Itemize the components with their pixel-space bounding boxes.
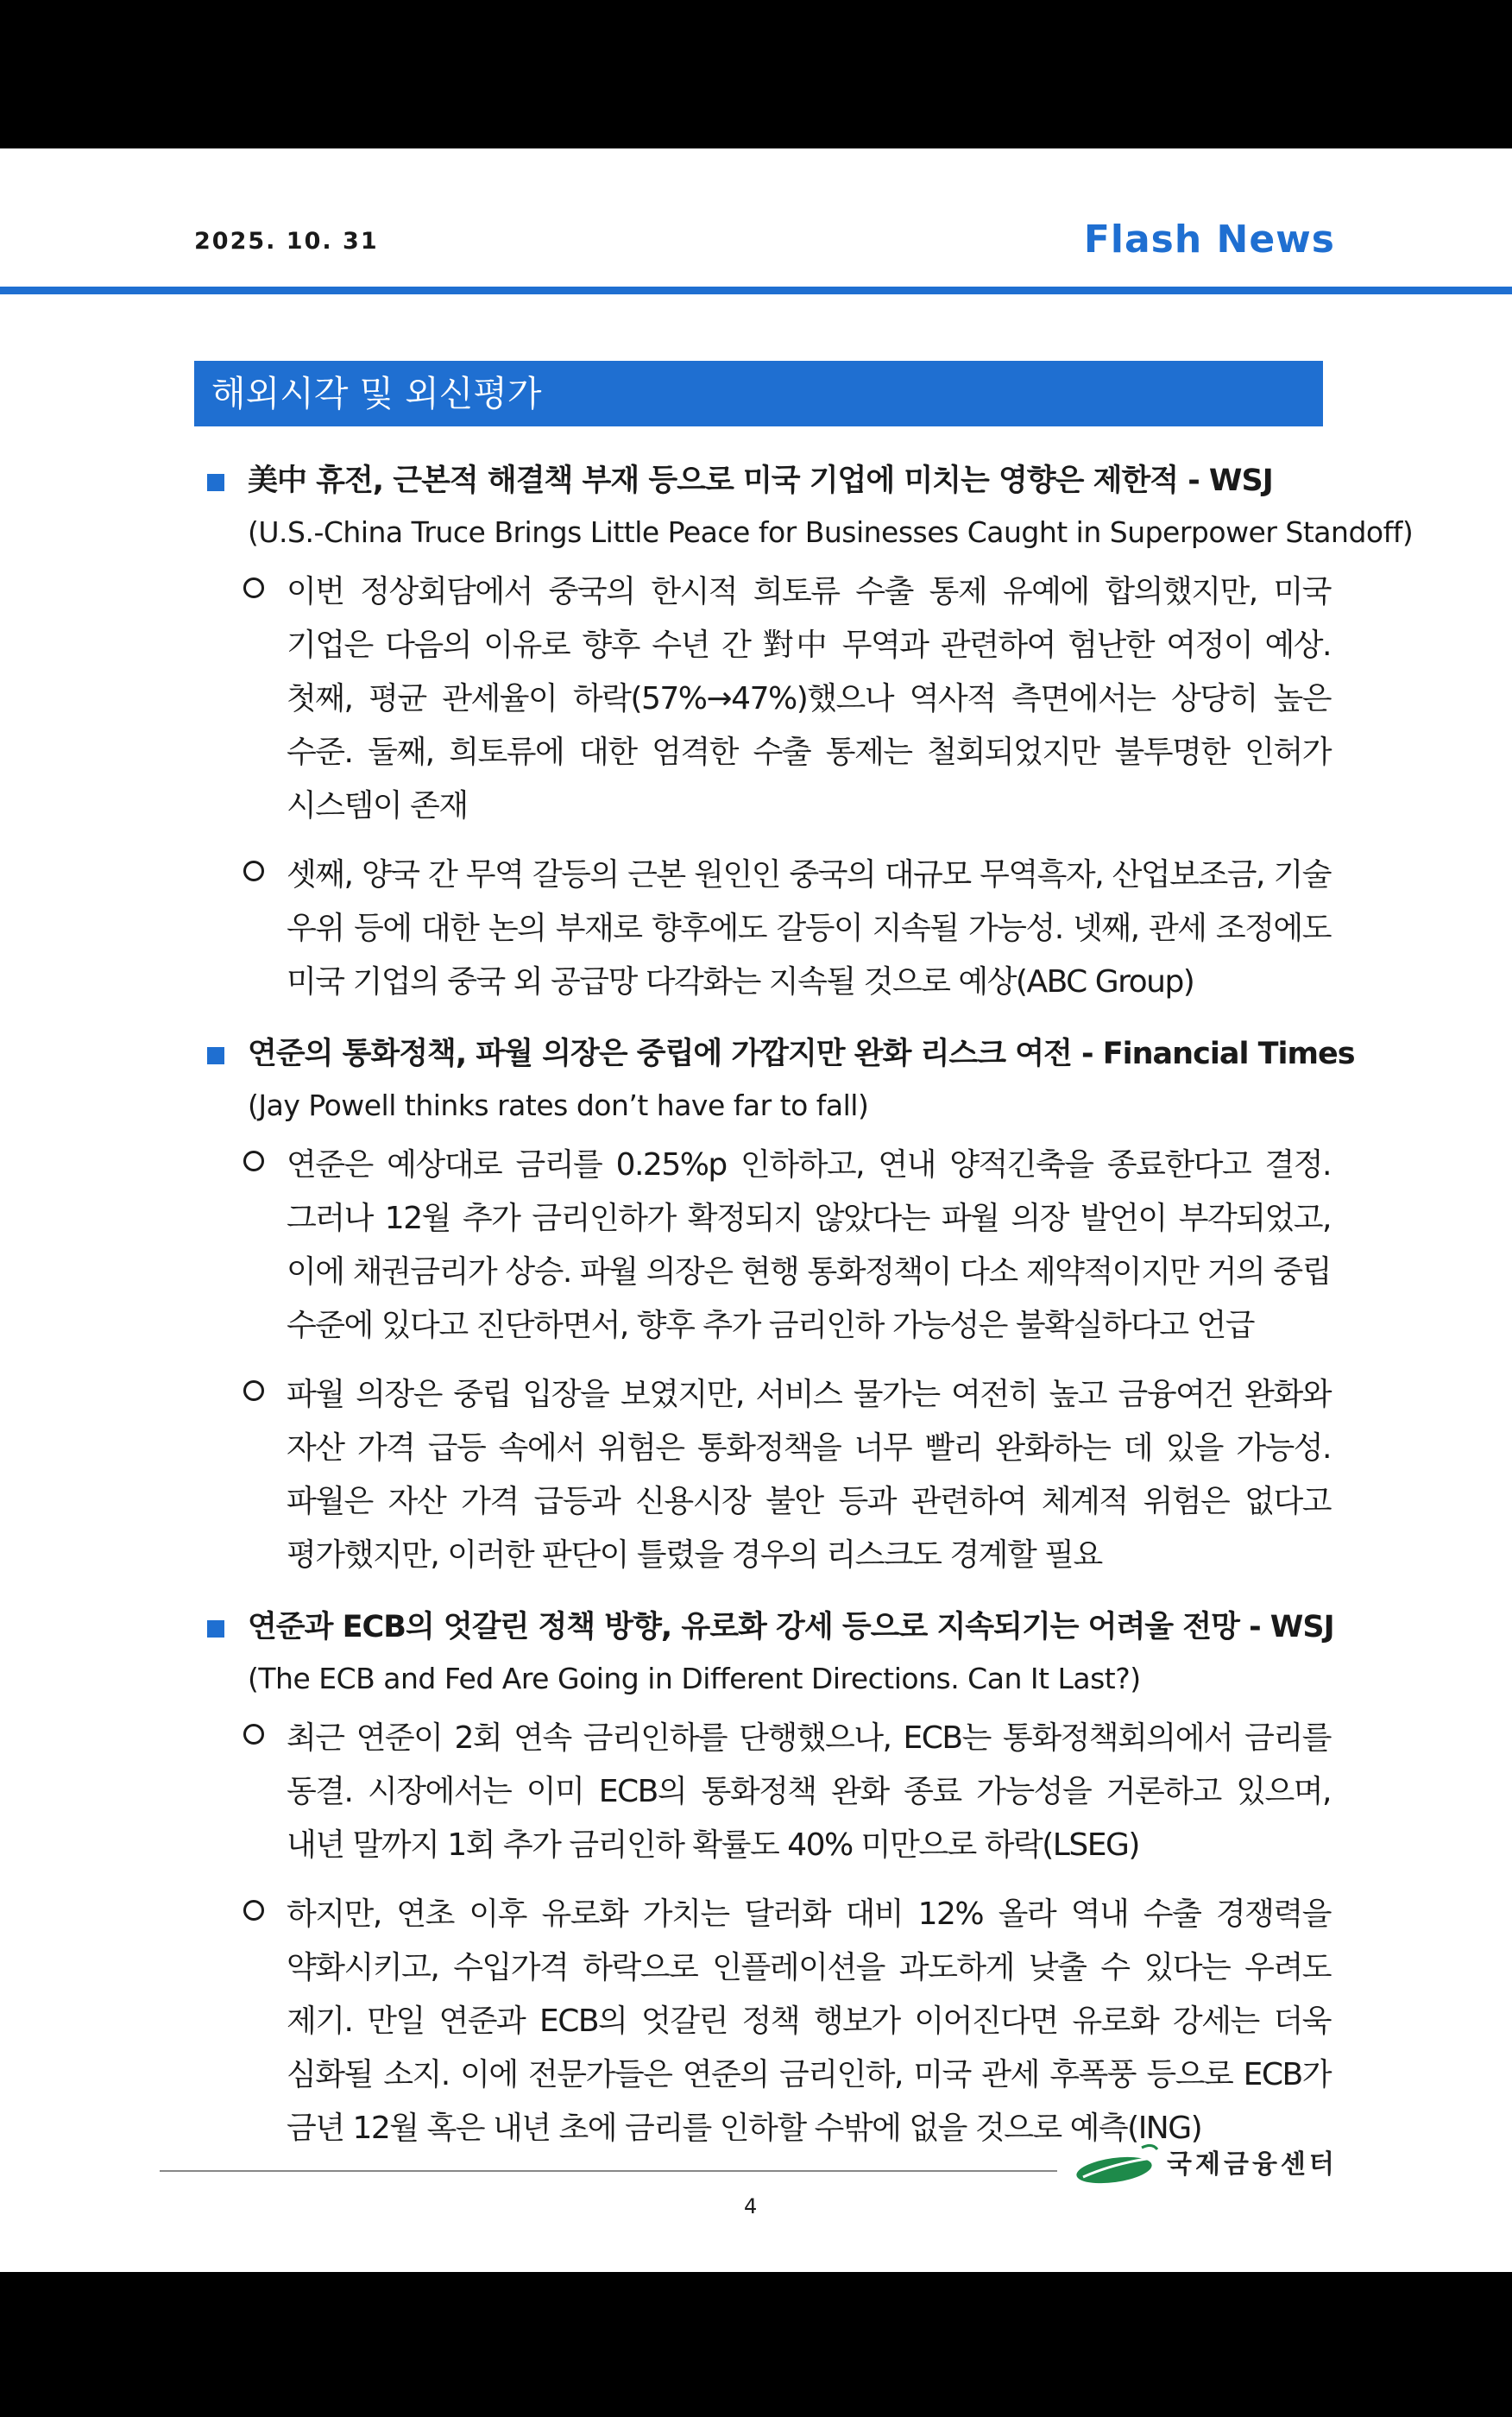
circle-bullet-icon — [243, 1900, 264, 1921]
news-paragraph — [200, 1712, 1331, 1872]
news-english-title: (U.S.-China Truce Brings Little Peace for Businesses Caught in Superpower Standoff) — [248, 515, 1414, 549]
paragraph-text: 이번 정상회담에서 중국의 한시적 희토류 수출 통제 유예에 합의했지만, 미국 기업은 다음의 이유로 향후 수년 간 對中 무역과 관련하여 험난한 여정이 예상. 첫째, 평균 관세율이 하락(57%→47%)했으나 역사적 측면에서는 상당히 높은 수준. 둘째, 희토류에 대한 엄격한 수출 통제는 철회되었지만 불투명한 인허가 시스템이 존재 — [287, 574, 1331, 824]
circle-bullet-icon — [243, 577, 264, 598]
news-paragraph — [200, 849, 1331, 1009]
section-title: 해외시각 및 외신평가 — [194, 361, 1323, 426]
news-item — [200, 455, 1414, 1009]
news-headline-row — [200, 1601, 1334, 1653]
news-headline: 美中 휴전, 근본적 해결책 부재 등으로 미국 기업에 미치는 영향은 제한적 - WSJ — [248, 464, 1273, 498]
circle-bullet-icon — [243, 861, 264, 881]
news-paragraph — [200, 1368, 1331, 1582]
paragraph-text: 최근 연준이 2회 연속 금리인하를 단행했으나, ECB는 통화정책회의에서 금리를 동결. 시장에서는 이미 ECB의 통화정책 완화 종료 가능성을 거론하고 있으며, 내년 말까지 1회 추가 금리인하 확률도 40% 미만으로 하락(LSEG) — [287, 1720, 1331, 1863]
news-headline: 연준과 ECB의 엇갈린 정책 방향, 유로화 강세 등으로 지속되기는 어려울 전망 - WSJ — [248, 1610, 1334, 1644]
header-rule — [0, 287, 1512, 294]
news-paragraph — [200, 565, 1331, 833]
news-english-title: (Jay Powell thinks rates don’t have far to fall) — [248, 1089, 869, 1122]
news-paragraph — [200, 1139, 1331, 1353]
news-list — [200, 455, 1414, 2174]
page-number: 4 — [744, 2194, 758, 2218]
news-english-title: (The ECB and Fed Are Going in Different Directions. Can It Last?) — [248, 1662, 1141, 1695]
paragraph-text: 셋째, 양국 간 무역 갈등의 근본 원인인 중국의 대규모 무역흑자, 산업보조금, 기술 우위 등에 대한 논의 부재로 향후에도 갈등이 지속될 가능성. 넷째, 관세 조정에도 미국 기업의 중국 외 공급망 다각화는 지속될 것으로 예상(ABC Group) — [287, 857, 1331, 1000]
paragraph-text: 연준은 예상대로 금리를 0.25%p 인하하고, 연내 양적긴축을 종료한다고 결정. 그러나 12월 추가 금리인하가 확정되지 않았다는 파월 의장 발언이 부각되었고, 이에 채권금리가 상승. 파월 의장은 현행 통화정책이 다소 제약적이지만 거의 중립 수준에 있다고 진단하면서, 향후 추가 금리인하 가능성은 불확실하다고 언급 — [287, 1147, 1331, 1343]
organization-name: 국제금융센터 — [1167, 2149, 1338, 2180]
footer-rule — [160, 2170, 1057, 2172]
news-item — [200, 1028, 1355, 1582]
circle-bullet-icon — [243, 1380, 264, 1401]
circle-bullet-icon — [243, 1724, 264, 1745]
square-bullet-icon — [207, 1047, 224, 1064]
square-bullet-icon — [207, 474, 224, 491]
leaf-logo-icon — [1074, 2139, 1161, 2191]
news-headline-row — [200, 455, 1331, 507]
report-date: 2025. 10. 31 — [194, 228, 379, 255]
news-headline-row — [200, 1028, 1355, 1080]
news-paragraph — [200, 1888, 1331, 2155]
publication-title: Flash News — [1083, 218, 1335, 262]
square-bullet-icon — [207, 1620, 224, 1638]
paragraph-text: 하지만, 연초 이후 유로화 가치는 달러화 대비 12% 올라 역내 수출 경쟁력을 약화시키고, 수입가격 하락으로 인플레이션을 과도하게 낮출 수 있다는 우려도 제기. 만일 연준과 ECB의 엇갈린 정책 행보가 이어진다면 유로화 강세는 더욱 심화될 소지. 이에 전문가들은 연준의 금리인하, 미국 관세 후폭풍 등으로 ECB가 금년 12월 혹은 내년 초에 금리를 인하할 수밖에 없을 것으로 예측(ING) — [287, 1896, 1331, 2146]
news-item — [200, 1601, 1334, 2155]
news-headline: 연준의 통화정책, 파월 의장은 중립에 가깝지만 완화 리스크 여전 - Financial Times — [248, 1037, 1355, 1071]
paragraph-text: 파월 의장은 중립 입장을 보였지만, 서비스 물가는 여전히 높고 금융여건 완화와 자산 가격 급등 속에서 위험은 통화정책을 너무 빨리 완화하는 데 있을 가능성. 파월은 자산 가격 급등과 신용시장 불안 등과 관련하여 체계적 위험은 없다고 평가했지만, 이러한 판단이 틀렸을 경우의 리스크도 경계할 필요 — [287, 1377, 1331, 1573]
document-page — [0, 148, 1512, 2272]
circle-bullet-icon — [243, 1151, 264, 1171]
